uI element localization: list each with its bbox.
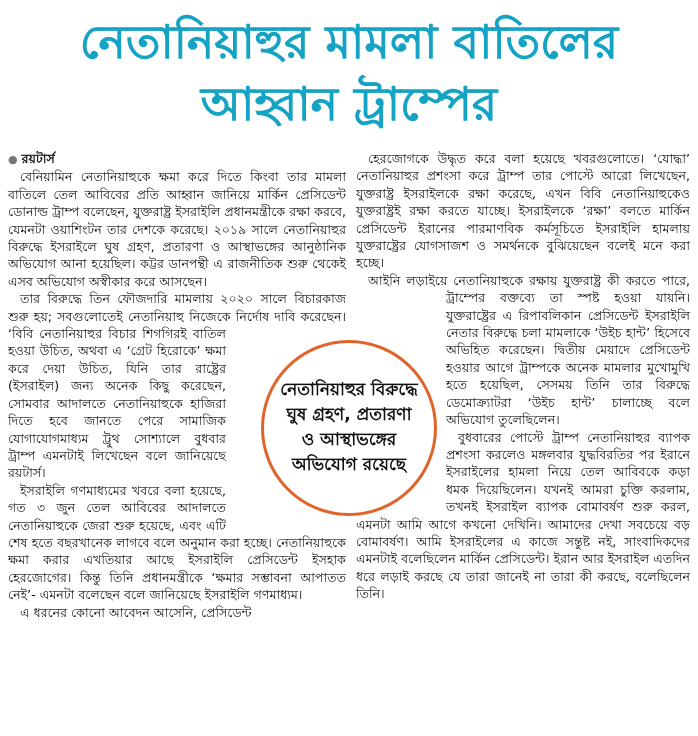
- source-name: রয়টার্স: [21, 151, 55, 166]
- article-paragraph: আইনি লড়াইয়ে নেতানিয়াহুকে রক্ষায় যুক্তরাষ্ট্র কী করতে পারে, ট্রাম্পের বক্তব্যে তা স্পষ্ট হওয়া যায়নি। যুক্তরাষ্ট্রের এ রিপাবলিকান প্রেসিডেন্ট ইসরাইলি নেতার বিরুদ্ধে চলা মামলাকে ‘উইচ হান্ট’ হিসেবে অভিহিত করেছেন। দ্বিতীয় মেয়াদে প্রেসিডেন্ট হওয়ার আগে ট্রাম্পকে অনেক মামলার মুখোমুখি হতে হয়েছিল, সেসময় তিনি তার বিরুদ্ধে ডেমোক্র্যাটরা ‘উইচ হান্ট’ চালাচ্ছে বলে অভিযোগ তুলেছিলেন।: [368, 272, 690, 428]
- pull-quote-text: নেতানিয়াহুর বিরুদ্ধে ঘুষ গ্রহণ, প্রতারণা ও আস্থাভঙ্গের অভিযোগ রয়েছে: [280, 380, 418, 475]
- headline-line-1: নেতানিয়াহুর মামলা বাতিলের: [79, 15, 619, 69]
- article-paragraph: ইসরাইলি গণমাধ্যমের খবরে বলা হয়েছে, গত ৩ জুন তেল আবিবের আদালতে নেতানিয়াহুকে জেরা শুরু হয়েছে, এবং এটি শেষ হতে বছরখানেক লাগবে বলে অনুমান করা হচ্ছে। নেতানিয়াহুকে ক্ষমা করার এখতিয়ার আছে ইসরাইলি প্রেসিডেন্ট ইসহাক হেরজোগের। কিন্তু তিনি প্রধানমন্ত্রীকে ‘ক্ষমার সম্ভাবনা আপাতত নেই’- এমনটা বলেছেন বলে জানিয়েছে ইসরাইলি গণমাধ্যম।: [8, 482, 346, 603]
- article-paragraph: হেরজোগকে উদ্ধৃত করে বলা হয়েছে খবরগুলোতে। ‘যোদ্ধা’ নেতানিয়াহুর প্রশংসা করে ট্রাম্প তার পোস্টে আরো লিখেছেন, যুক্তরাষ্ট্র ইসরাইলকে রক্ষা করেছে, এখন বিবি নেতানিয়াহুকেও যুক্তরাষ্ট্রই রক্ষা করতে যাচ্ছে। ইসরাইলকে ‘রক্ষা’ বলতে মার্কিন প্রেসিডেন্ট ইরানের পারমাণবিক কর্মসূচিতে ইসরাইলি হামলায় যুক্তরাষ্ট্রের যোগসাজশ ও সমর্থনকে বুঝিয়েছেন বলেই মনে করা হচ্ছে।: [356, 151, 690, 271]
- article-paragraph: বেনিয়ামিন নেতানিয়াহুকে ক্ষমা করে দিতে কিংবা তার মামলা বাতিলে তেল আবিবের প্রতি আহ্বান জানিয়ে মার্কিন প্রেসিডেন্ট ডোনাল্ড ট্রাম্প বলেছেন, যুক্তরাষ্ট্র ইসরাইলি প্রধানমন্ত্রীকে রক্ষা করবে, যেমনটা ওয়াশিংটন তার দেশকে করেছে। ২০১৯ সালে নেতানিয়াহুর বিরুদ্ধে ইসরাইলে ঘুষ গ্রহণ, প্রতারণা ও আস্থাভঙ্গের আনুষ্ঠানিক অভিযোগ আনা হয়েছিল। কট্টর ডানপন্থী এ রাজনীতিক শুরু থেকেই এসব অভিযোগ অস্বীকার করে আসছেন।: [8, 169, 346, 289]
- bullet-icon: ●: [8, 153, 18, 166]
- article-paragraph: এ ধরনের কোনো আবেদন আসেনি, প্রেসিডেন্ট: [20, 604, 252, 620]
- headline-line-2: আহ্বান ট্রাম্পের: [200, 77, 498, 131]
- article-paragraph: তার বিরুদ্ধে তিন ফৌজদারি মামলায় ২০২০ সালে বিচারকাজ শুরু হয়; সবগুলোতেই নেতানিয়াহু নিজেকে নির্দোষ দাবি করেছেন। ‘বিবি নেতানিয়াহুর বিচার শিগগিরই বাতিল হওয়া উচিত, অথবা এ ‘গ্রেট হিরোকে’ ক্ষমা করে দেয়া উচিত, যিনি তার রাষ্ট্রের (ইসরাইল) জন্য অনেক কিছু করেছেন, সোমবার আদালতে নেতানিয়াহুকে হাজিরা দিতে হবে জানতে পেরে সামাজিক যোগাযোগমাধ্যম ট্রুথ সোশ্যালে বুধবার ট্রাম্প এমনটাই লিখেছেন বলে জানিয়েছে রয়টার্স।: [8, 291, 346, 481]
- pull-quote-circle: [261, 340, 437, 516]
- source-byline: [8, 150, 346, 168]
- article-paragraph: বুধবারের পোস্টে ট্রাম্প নেতানিয়াহুর ব্যাপক প্রশংসা করলেও মঙ্গলবার যুদ্ধবিরতির পর ইরানে ইসরাইলের হামলা নিয়ে তেল আবিবকে কড়া ধমক দিয়েছিলেন। যখনই আমরা চুক্তি করলাম, তখনই ইসরাইল ব্যাপক বোমাবর্ষণ শুরু করল, এমনটা আমি আগে কখনো দেখিনি। আমাদের দেখা সবচেয়ে বড় বোমাবর্ষণ। আমি ইসরাইলের এ কাজে সন্তুষ্ট নই, সাংবাদিকদের এমনটাই বলেছিলেন মার্কিন প্রেসিডেন্ট। ইরান আর ইসরাইল এতদিন ধরে লড়াই করছে যে তারা জানেই না তারা কী করছে, বলেছিলেন তিনি।: [356, 429, 690, 602]
